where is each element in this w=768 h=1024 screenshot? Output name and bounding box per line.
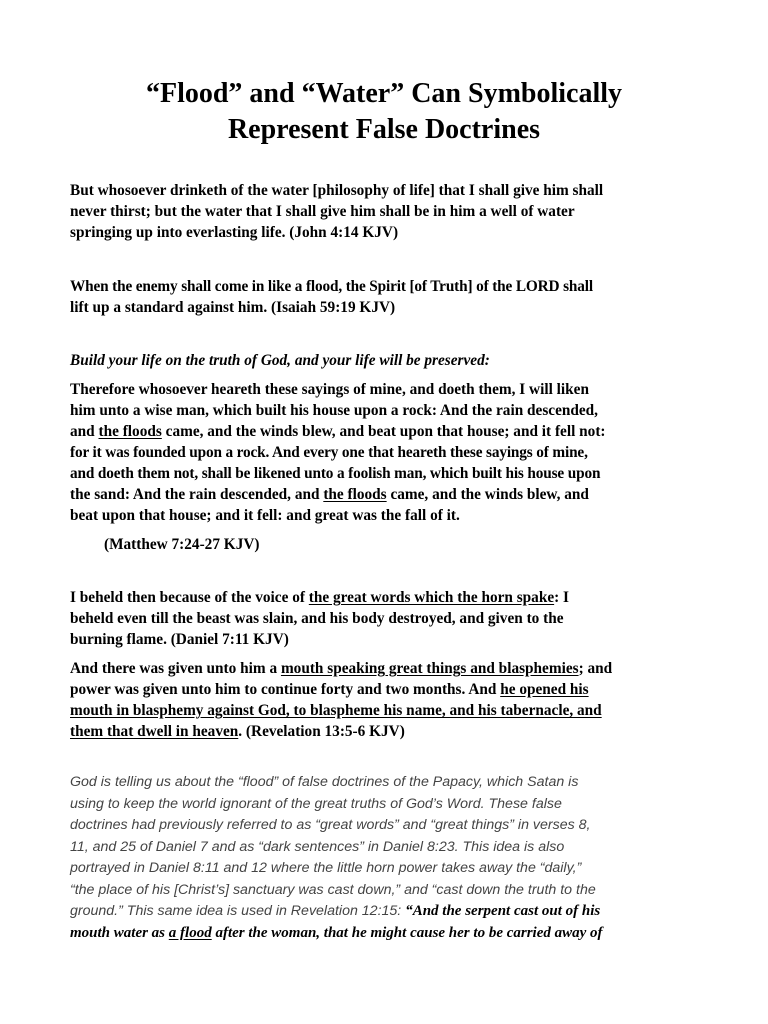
revelation-line-1 <box>70 658 710 679</box>
revelation-line-1-underline: mouth speaking great things and blasphemies <box>280 660 579 677</box>
daniel-line-1-underline: the great words which the horn spake <box>308 589 555 606</box>
matthew-line-5: and doeth them not, shall be likened unto a foolish man, which built his house upon <box>70 465 601 482</box>
matthew-line-3-post: came, and the winds blew, and beat upon that house; and it fell not: <box>161 423 606 440</box>
isaiah-line-1: When the enemy shall come in like a flood, the Spirit [of Truth] of the LORD shall <box>70 278 593 295</box>
matthew-line-6-post: came, and the winds blew, and <box>386 486 589 503</box>
revelation-line-2-pre: power was given unto him to continue forty and two months. And <box>70 681 501 698</box>
commentary-line-8-bold-post: after the woman, that he might cause her to be carried away of <box>211 925 603 941</box>
matthew-line-3-pre: and <box>70 423 99 440</box>
revelation-line-1-post: ; and <box>578 660 613 677</box>
john-line-2: never thirst; but the water that I shall give him shall be in him a well of water <box>70 203 575 220</box>
matthew-line-6-underline: the floods <box>323 486 387 503</box>
daniel-line-2: beheld even till the beast was slain, and his body destroyed, and given to the <box>70 610 564 627</box>
daniel-line-1 <box>70 587 710 608</box>
commentary-line-3: doctrines had previously referred to as “great words” and “great things” in verses 8, <box>70 817 591 833</box>
revelation-line-1-pre: And there was given unto him a <box>70 660 281 677</box>
commentary-line-8-bold-pre: mouth water as <box>70 925 169 941</box>
john-line-1: But whosoever drinketh of the water [philosophy of life] that I shall give him shall <box>70 182 604 199</box>
revelation-line-2-underline: he opened his <box>500 681 589 698</box>
john-line-3: springing up into everlasting life. (John 4:14 KJV) <box>70 224 399 241</box>
commentary-line-4: 11, and 25 of Daniel 7 and as “dark sentences” in Daniel 8:23. This idea is also <box>70 839 565 855</box>
commentary-line-2: using to keep the world ignorant of the great truths of God’s Word. These false <box>70 796 562 812</box>
page-title-line-1: “Flood” and “Water” Can Symbolically <box>145 78 623 109</box>
matthew-reference: (Matthew 7:24-27 KJV) <box>104 536 260 553</box>
page-title-line-2: Represent False Doctrines <box>227 114 541 145</box>
daniel-line-1-post: : I <box>554 589 569 606</box>
daniel-line-1-pre: I beheld then because of the voice of <box>70 589 309 606</box>
matthew-line-4: for it was founded upon a rock. And every one that heareth these sayings of mine, <box>70 444 588 461</box>
build-life-heading: Build your life on the truth of God, and your life will be preserved: <box>70 352 490 369</box>
revelation-line-3-underline: mouth in blasphemy against God, to blaspheme his name, and his tabernacle, and <box>70 702 602 719</box>
matthew-line-6 <box>70 484 710 505</box>
revelation-line-4-underline: them that dwell in heaven <box>70 723 239 740</box>
matthew-line-6-pre: the sand: And the rain descended, and <box>70 486 324 503</box>
matthew-line-3-underline: the floods <box>98 423 162 440</box>
revelation-line-4-post: . (Revelation 13:5-6 KJV) <box>238 723 405 740</box>
commentary-line-7 <box>70 901 710 923</box>
revelation-line-3 <box>70 700 710 721</box>
isaiah-line-2: lift up a standard against him. (Isaiah 59:19 KJV) <box>70 299 396 316</box>
commentary-line-7-bold: “And the serpent cast out of his <box>405 903 601 919</box>
matthew-line-2: him unto a wise man, which built his house upon a rock: And the rain descended, <box>70 402 598 419</box>
commentary-line-7-pre: ground.” This same idea is used in Revelation 12:15: <box>70 903 406 919</box>
commentary-line-6: “the place of his [Christ’s] sanctuary was cast down,” and “cast down the truth to the <box>70 882 596 898</box>
daniel-line-3: burning flame. (Daniel 7:11 KJV) <box>70 631 289 648</box>
matthew-line-1: Therefore whosoever heareth these sayings of mine, and doeth them, I will liken <box>70 381 589 398</box>
revelation-line-2 <box>70 679 710 700</box>
commentary-line-1: God is telling us about the “flood” of false doctrines of the Papacy, which Satan is <box>70 774 579 790</box>
commentary-line-8-bold-underline: a flood <box>168 925 212 941</box>
revelation-line-4 <box>70 721 710 742</box>
matthew-line-3 <box>70 421 710 442</box>
matthew-line-7: beat upon that house; and it fell: and great was the fall of it. <box>70 507 460 524</box>
commentary-line-5: portrayed in Daniel 8:11 and 12 where the little horn power takes away the “daily,” <box>70 860 582 876</box>
commentary-line-8 <box>70 923 710 945</box>
